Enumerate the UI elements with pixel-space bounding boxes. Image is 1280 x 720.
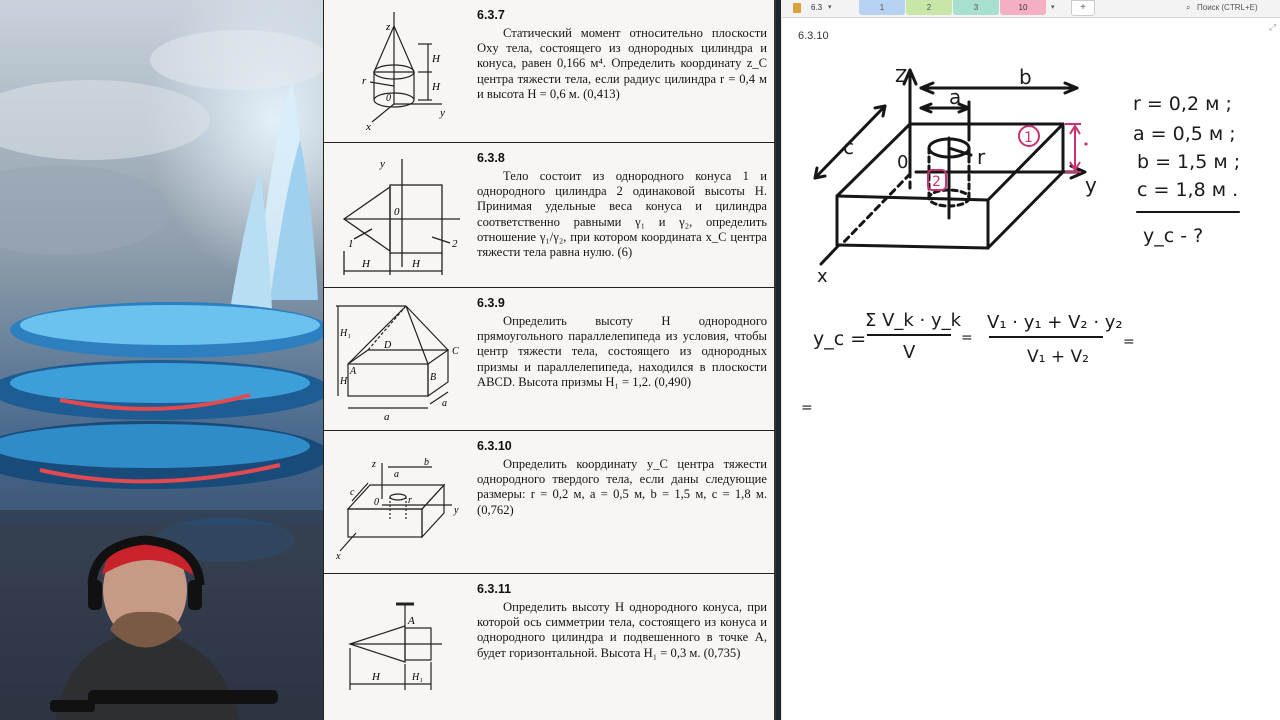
formula-num2: V₁ · y₁ + V₂ · y₂: [987, 312, 1123, 333]
fig-label: 1: [348, 238, 354, 250]
formula-den1: V: [903, 342, 916, 363]
search-icon[interactable]: ⌕: [1186, 3, 1191, 12]
fig-label: C: [452, 346, 459, 357]
page-expand-icon[interactable]: ⤢: [1269, 22, 1277, 32]
fig-label: y: [454, 505, 459, 516]
problem-6-3-10: [324, 431, 775, 574]
fig-label: x: [366, 121, 371, 133]
body-2-label: 2: [932, 174, 941, 190]
tab-2[interactable]: [906, 0, 952, 15]
sketch-label-b: b: [1019, 65, 1032, 89]
fig-label: 0: [386, 93, 391, 104]
figure-hanging-cone: [332, 578, 472, 708]
problem-6-3-11: [324, 574, 775, 720]
fig-label: 0: [394, 206, 400, 218]
fig-label: H: [362, 258, 370, 270]
tab-label: 1: [879, 3, 885, 12]
fig-label: y: [440, 107, 445, 119]
fig-label: H: [432, 53, 440, 65]
problem-text: Статический момент относительно плоскости Oxy тела, состоящего из однородных цилиндра и конуса, равен 0,166 м⁴. Определить координату z_C центра тяжести тела, если радиус цилиндра r = 0,4 м и высота H = 0,6 м. (0,413): [477, 26, 767, 101]
add-tab-label: +: [1080, 2, 1086, 13]
problem-text: Определить координату y_C центра тяжести однородного твердого тела, если даны следующие размеры: r = 0,2 м, a = 0,5 м, b = 1,5 м, c = 1,8 м. (0,762): [477, 457, 767, 517]
problem-text: Определить высоту H однородного прямоугольного параллелепипеда из условия, чтобы центр тяжести тела, состоящего из однородных призмы и параллелепипеда, находился в плоскости ABCD. Высота призмы H₁ = 1,2. (0,490): [477, 314, 767, 389]
problem-6-3-8: [324, 143, 775, 288]
tab-dropdown-icon[interactable]: ▾: [1051, 4, 1055, 11]
given-r: r = 0,2 м ;: [1133, 93, 1232, 115]
notebook-panel: [781, 0, 1280, 720]
fig-label: a: [384, 411, 390, 423]
formula-den2: V₁ + V₂: [1027, 347, 1089, 367]
section-tab-bar: [781, 0, 1280, 18]
problem-number: 6.3.10: [477, 439, 512, 453]
add-tab-button[interactable]: [1071, 0, 1095, 16]
fig-label: c: [350, 487, 355, 498]
handwritten-solution: [781, 40, 1280, 440]
fig-label: 2: [452, 238, 458, 250]
fig-label: H: [412, 258, 420, 270]
sketch-label-c: c: [843, 135, 854, 159]
fig-label: H: [432, 81, 440, 93]
section-selector[interactable]: 6.3: [811, 3, 823, 12]
body-1-label: 1: [1024, 130, 1033, 146]
problem-number: 6.3.11: [477, 582, 512, 596]
formula-lhs: y_c =: [813, 328, 867, 350]
figure-box-cylinder: [332, 435, 472, 565]
fig-label: a: [442, 398, 447, 409]
sketch-label-y: y: [1085, 173, 1097, 197]
next-line-eq: =: [801, 400, 813, 416]
find-yc: y_c - ?: [1143, 225, 1204, 247]
formula-eq2: =: [1123, 334, 1135, 350]
tab-10[interactable]: [1000, 0, 1046, 15]
formula-num1: Σ V_k · y_k: [865, 310, 962, 331]
problem-number: 6.3.9: [477, 296, 505, 310]
fig-label: H: [340, 376, 348, 387]
figure-cylinder-cone: [332, 4, 472, 134]
sketch-label-r: r: [977, 145, 986, 169]
fig-label: a: [394, 469, 399, 480]
fig-label: z: [386, 21, 391, 33]
problem-6-3-9: [324, 288, 775, 431]
fig-label: D: [384, 340, 392, 351]
fig-label: z: [372, 459, 376, 470]
fig-label: H: [372, 671, 380, 683]
fig-label: A: [408, 615, 415, 627]
sketch-label-a: a: [949, 85, 962, 109]
tab-1[interactable]: [859, 0, 905, 15]
sketch-label-x: x: [817, 266, 828, 287]
problem-text: Тело состоит из однородного конуса 1 и однородного цилиндра 2 одинаковой высоты H. Принимая удельные веса конуса и цилиндра соответственно равными γ₁ и γ₂, определить отношение γ₁/γ₂, при котором координата x_C центра тяжести тела равна нулю. (6): [477, 169, 767, 260]
tab-label: 10: [1018, 3, 1028, 12]
fig-label: b: [424, 457, 429, 468]
fig-label: A: [350, 366, 357, 377]
fig-label: r: [408, 495, 412, 506]
fig-label: 0: [374, 497, 379, 508]
given-c: c = 1,8 м .: [1137, 179, 1239, 201]
fig-label: x: [336, 551, 341, 562]
problem-6-3-7: [324, 0, 775, 143]
fig-label: r: [362, 75, 367, 87]
given-b: b = 1,5 м ;: [1137, 151, 1241, 173]
search-input[interactable]: Поиск (CTRL+E): [1197, 3, 1258, 12]
tab-3[interactable]: [953, 0, 999, 15]
formula-eq: =: [961, 330, 973, 346]
tab-label: 2: [926, 3, 932, 12]
height-mark-dot: [1084, 142, 1087, 145]
given-a: a = 0,5 м ;: [1133, 123, 1236, 145]
fig-label: B: [430, 372, 437, 383]
fig-label: H₁: [340, 328, 351, 339]
page-title: 6.3.10: [798, 30, 829, 42]
problem-number: 6.3.7: [477, 8, 505, 22]
fig-label: H₁: [412, 672, 423, 683]
problem-number: 6.3.8: [477, 151, 505, 165]
sketch-label-z: Z: [895, 66, 908, 87]
chevron-down-icon[interactable]: ▾: [828, 4, 832, 11]
tab-label: 3: [973, 3, 979, 12]
figure-cone-cylinder: [332, 147, 472, 282]
problem-text: Определить высоту H однородного конуса, при которой ось симметрии тела, состоящего из конуса и однородного цилиндра и подвешенного в точке A, будет горизонтальной. Высота H₁ = 0,3 м. (0,735): [477, 600, 767, 660]
fig-label: y: [380, 158, 385, 170]
figure-prism-box: [332, 292, 472, 427]
section-icon: [793, 3, 801, 13]
sketch-label-origin: 0: [897, 152, 909, 173]
textbook-scan: [323, 0, 776, 720]
